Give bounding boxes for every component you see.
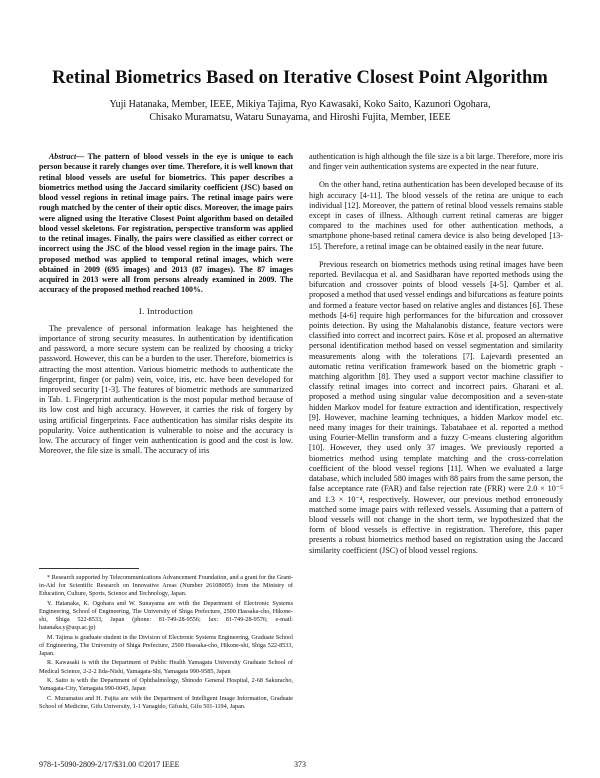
section-heading-introduction: I. Introduction <box>138 305 194 316</box>
footnote: M. Tajima is graduate student in the Division of Electronic Systems Engineering, Graduate School of Engineering, The University of Shiga Prefecture, 2500 Hassaka-cho, Hikone-shi, Shiga 522-8533, Japan. <box>39 633 293 657</box>
body-paragraph: authentication is high although the file size is a bit large. Therefore, more iris and finger vein authentication systems are expected in the near future. <box>309 152 563 172</box>
abstract-label: Abstract <box>49 152 77 161</box>
footnote: K. Saito is with the Department of Ophthalmology, Shinodo General Hospital, 2-68 Sakuracho, Yamagata-City, Yamagata 990-0045, Japan <box>39 677 293 693</box>
body-paragraph: On the other hand, retina authentication has been developed because of its high accuracy [4-11]. The blood vessels of the retina are unique to each individual [12]. Moreover, the pattern of retinal blood vessels remains stable except in cases of illness. Although current retinal cameras are bigger compared to the machines used for other authentication methods, a smartphone phone-based retinal camera device is also being developed [13-15]. Therefore, a retinal image can be obtained easily in the near future. <box>309 180 563 251</box>
right-column <box>309 152 563 564</box>
author-line-2: Chisako Muramatsu, Wataru Sunayama, and Hiroshi Fujita, Member, IEEE <box>149 112 451 123</box>
abstract <box>39 152 293 296</box>
paper-title: Retinal Biometrics Based on Iterative Closest Point Algorithm <box>52 68 548 88</box>
author-list <box>60 98 540 124</box>
footnote: Y. Hatanaka, K. Ogohara and W. Sunayama are with the Department of Electronic Systems Engineering, School of Engineering, The University of Shiga Prefecture, 2500 Hassaka-cho, Hikone-shi, Shiga 522-8533, Japan (phone: 81-749-28-9556; fax: 81-749-28-9576; e-mail: hatanaka.y@usp.ac.jp) <box>39 599 293 632</box>
isbn-footer: 978-1-5090-2809-2/17/$31.00 ©2017 IEEE <box>39 760 180 769</box>
abstract-text: — The pattern of blood vessels in the eye is unique to each person because it rarely changes over time. Therefore, it is well known that retinal blood vessels are useful for biometrics. This paper describes a biometrics method using the Jaccard similarity coefficient (JSC) based on blood vessel regions in retinal image pairs. The retinal image pairs were rough matched by the center of their optic discs. Moreover, the image pairs were aligned using the Iterative Closest Point algorithm based on detailed blood vessel skeletons. For registration, perspective transform was applied to the retinal images. Finally, the pairs were classified as either correct or incorrect using the JSC of the blood vessel region in the image pairs. The proposed method was applied to temporal retinal images, which were obtained in 2009 (695 images) and 2013 (87 images). The 87 images acquired in 2013 were all from persons already examined in 2009. The accuracy of the proposed method reached 100%. <box>39 152 293 295</box>
intro-paragraph: The prevalence of personal information leakage has heightened the importance of strong security measures. In authentication by identification and password, a more secure system can be realized by choosing a tricky password. However, this can be a burden to the user. Therefore, biometrics is attracting the most attention. Various biometric methods to authenticate the fingerprint, finger (or palm) vein, voice, iris, etc. have been developed for improved security [1-3]. The features of biometric methods are summarized in Tab. 1. Fingerprint authentication is the most popular method because of its low cost and high accuracy. However, it carries the risk of forgery by using artificial fingerprints. Face authentication has similar risks despite its popularity. Voice authentication is vulnerable to noise and the accuracy is low. The accuracy of finger vein authentication is good and the cost is low. Moreover, the file size is small. The accuracy of iris <box>39 323 293 456</box>
page-number: 373 <box>294 760 306 769</box>
footnote: * Research supported by Telecommunications Advancement Foundation, and a grant for the Grant-in-Aid for Scientific Research on Innovative Areas (Number 26108005) from the Ministry of Education, Culture, Sports, Science and Technology, Japan. <box>39 574 293 598</box>
footnote-divider <box>39 568 139 569</box>
footnote: R. Kawasaki is with the Department of Public Health Yamagata University Graduate School of Medical Science, 2-2-2 Iida-Nishi, Yamagata-Shi, Yamagata 990-9585, Japan <box>39 659 293 675</box>
left-column <box>39 152 293 464</box>
body-paragraph: Previous research on biometrics methods using retinal images have been reported. Bevilacqua et al. and Sasidharan have reported methods using the bifurcation and crossover points of blood vessels [4-5]. Qamber et al. proposed a method that used vessel endings and bifurcations as feature points and formed a feature vector based on relative angles and distances [6]. These methods [4-6] require high performances for the bifurcation and crossover points detection. By using the Mahalanobis distance, feature vectors were classified into correct and incorrect pairs. Köse et al. proposed an alternative personal identification method based on vessel segmentation and similarity measurements along with the tolerations [7]. Lajevardi presented an automatic retina verification framework based on the biometric graph -matching algorithm [8]. They used a support vector machine classifier to classify retinal images into correct and incorrect pairs. Gharani et al. proposed a method using singular value decomposition and a seven-state hidden Markov model for feature extraction and identification, respectively [9]. However, machine learning techniques, a hidden Markov model etc. need many images for their trainings. Tabatabaee et al. reported a method using Fourier-Mellin transform and a fuzzy C-means clustering algorithm [10]. However, they used only 37 images. We previously reported a biometrics method using template matching and the cross-correlation coefficient of the blood vessel regions [11]. When we evaluated a large database, which included 580 images with 88 pairs from the same person, the false acceptance rate (FAR) and false rejection rate (FRR) were 2.0 × 10⁻⁵ and 1.3 × 10⁻⁴, respectively. However, our previous method erroneously matched some image pairs with reflexed vessels. Assuming that a pattern of blood vessels will not change in the short term, we hypothesized that the form of blood vessels is effective in registration. Therefore, this paper presents a robust biometrics method based on registration using the Jaccard similarity coefficient (JSC) of blood vessel regions. <box>309 259 563 555</box>
author-line-1: Yuji Hatanaka, Member, IEEE, Mikiya Tajima, Ryo Kawasaki, Koko Saito, Kazunori Ogohara, <box>109 99 491 110</box>
footnotes <box>39 574 293 713</box>
footnote: C. Muramatsu and H. Fujita are with the Department of Intelligent Image Information, Graduate School of Medicine, Gifu University, 1-1 Yanagido, Gifushi, Gifu 501-1194, Japan. <box>39 694 293 710</box>
